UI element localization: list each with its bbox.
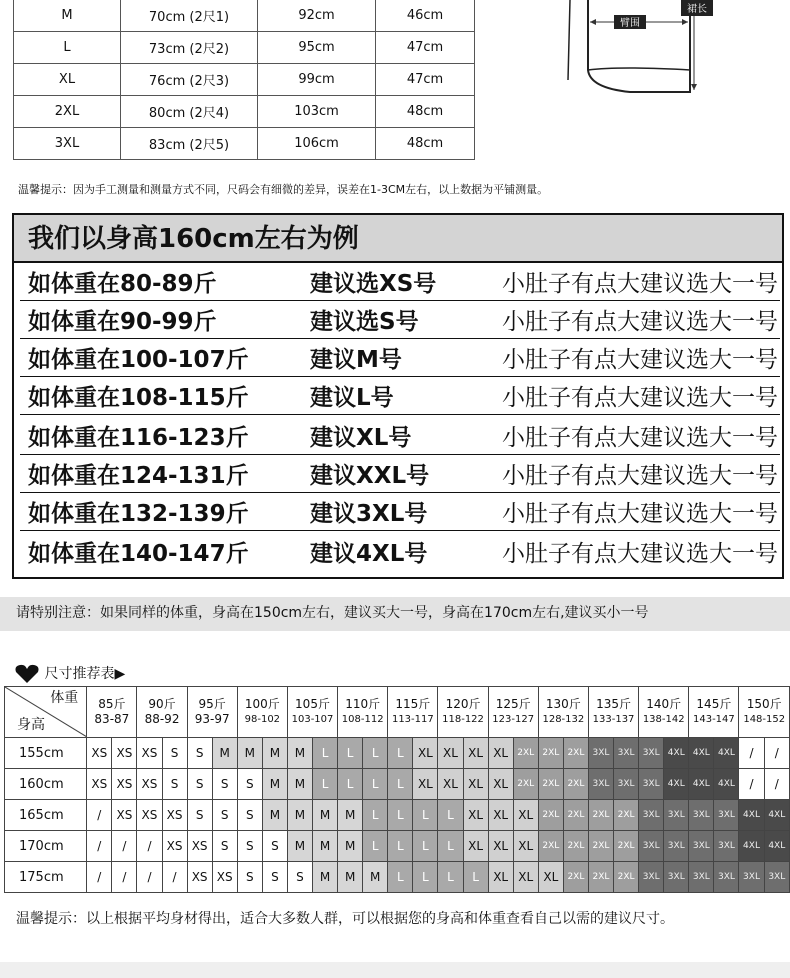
weight-value: 140斤 <box>646 697 682 711</box>
size-cell: 3XL <box>588 738 613 769</box>
weight-header <box>588 687 638 738</box>
size-cell: XS <box>87 738 112 769</box>
size-cell: 4XL <box>739 800 764 831</box>
size-cell: XL <box>488 862 513 893</box>
size-cell: 2XL <box>588 831 613 862</box>
weight-range: 88-92 <box>144 712 180 726</box>
size-cell: S <box>187 738 212 769</box>
size-table-cell: 80cm (2尺4) <box>121 96 258 128</box>
size-cell: / <box>87 862 112 893</box>
size-table-cell: 106cm <box>258 128 376 160</box>
size-table-cell: XL <box>14 64 121 96</box>
example-row <box>20 495 780 531</box>
size-cell: L <box>438 831 463 862</box>
garment-diagram <box>560 0 790 100</box>
size-cell: 4XL <box>664 769 689 800</box>
size-cell: M <box>338 800 363 831</box>
size-table-cell: 99cm <box>258 64 376 96</box>
size-cell: 2XL <box>563 831 588 862</box>
size-cell: 3XL <box>639 738 664 769</box>
weight-range: 如体重在100-107斤 <box>28 347 249 373</box>
size-cell: 3XL <box>689 862 714 893</box>
size-cell: 3XL <box>639 862 664 893</box>
size-cell: 3XL <box>689 831 714 862</box>
weight-range: 138-142 <box>642 714 685 725</box>
size-cell: 2XL <box>538 831 563 862</box>
size-cell: L <box>388 800 413 831</box>
weight-header <box>338 687 388 738</box>
suggested-size: 建议L号 <box>310 385 394 411</box>
weight-value: 100斤 <box>244 697 280 711</box>
belly-tip: 小肚子有点大建议选大一号 <box>502 309 778 335</box>
size-cell: M <box>313 800 338 831</box>
example-row <box>20 419 780 455</box>
skirt-label: 裙长 <box>687 4 707 15</box>
size-cell: M <box>262 738 287 769</box>
size-cell: M <box>262 800 287 831</box>
size-cell: L <box>338 769 363 800</box>
size-cell: M <box>313 831 338 862</box>
size-cell: XS <box>187 831 212 862</box>
size-cell: S <box>237 862 262 893</box>
height-label: 170cm <box>5 831 87 862</box>
weight-range: 如体重在116-123斤 <box>28 425 249 451</box>
size-cell: 2XL <box>538 800 563 831</box>
corner-height-label: 身高 <box>17 717 45 733</box>
size-cell: 3XL <box>664 862 689 893</box>
size-cell: L <box>413 800 438 831</box>
belly-tip: 小肚子有点大建议选大一号 <box>502 385 778 411</box>
size-cell: S <box>237 831 262 862</box>
suggested-size: 建议3XL号 <box>310 501 428 527</box>
weight-header <box>187 687 237 738</box>
size-table-row <box>14 32 475 64</box>
weight-value: 145斤 <box>696 697 732 711</box>
size-cell: M <box>237 738 262 769</box>
weight-header <box>87 687 137 738</box>
size-cell: XS <box>212 862 237 893</box>
size-table-cell: M <box>14 0 121 32</box>
grid-row <box>5 800 790 831</box>
size-table <box>13 0 475 160</box>
size-cell: / <box>112 862 137 893</box>
size-cell: 2XL <box>614 862 639 893</box>
size-cell: / <box>764 769 789 800</box>
height-example-box <box>12 213 784 579</box>
size-cell: 2XL <box>588 800 613 831</box>
weight-value: 150斤 <box>746 697 782 711</box>
weight-range: 123-127 <box>492 714 535 725</box>
size-table-cell: 73cm (2尺2) <box>121 32 258 64</box>
size-table-cell: 48cm <box>376 128 475 160</box>
weight-value: 105斤 <box>295 697 330 711</box>
corner-weight-label: 体重 <box>50 690 79 706</box>
size-cell: M <box>287 738 312 769</box>
size-cell: XS <box>112 800 137 831</box>
size-cell: S <box>212 831 237 862</box>
size-cell: XL <box>463 800 488 831</box>
size-cell: / <box>87 831 112 862</box>
size-cell: / <box>739 769 764 800</box>
weight-value: 125斤 <box>495 697 531 711</box>
weight-header <box>137 687 187 738</box>
size-cell: L <box>388 769 413 800</box>
weight-range: 83-87 <box>94 712 130 726</box>
grid-row <box>5 738 790 769</box>
size-cell: 3XL <box>588 769 613 800</box>
size-cell: 3XL <box>614 769 639 800</box>
size-cell: M <box>313 862 338 893</box>
weight-value: 85斤 <box>98 697 126 711</box>
size-cell: XL <box>488 738 513 769</box>
example-row <box>20 303 780 339</box>
weight-range: 143-147 <box>692 714 735 725</box>
size-cell: 2XL <box>588 862 613 893</box>
weight-header <box>237 687 287 738</box>
size-cell: XL <box>438 738 463 769</box>
weight-value: 95斤 <box>198 697 226 711</box>
weight-range: 如体重在124-131斤 <box>28 463 249 489</box>
size-table-cell: 103cm <box>258 96 376 128</box>
suggested-size: 建议XL号 <box>310 425 412 451</box>
belly-tip: 小肚子有点大建议选大一号 <box>502 271 778 297</box>
size-cell: S <box>237 769 262 800</box>
special-note: 请特别注意：如果同样的体重，身高在150cm左右，建议买大一号，身高在170cm左右,建议买小一号 <box>0 597 790 631</box>
size-table-row <box>14 128 475 160</box>
size-table-cell: 95cm <box>258 32 376 64</box>
weight-value: 115斤 <box>395 697 431 711</box>
weight-range: 113-117 <box>391 714 434 725</box>
size-cell: S <box>212 769 237 800</box>
size-cell: XS <box>137 769 162 800</box>
size-cell: L <box>313 769 338 800</box>
weight-range: 98-102 <box>244 714 281 725</box>
size-cell: 2XL <box>563 862 588 893</box>
size-cell: XS <box>137 800 162 831</box>
size-table-cell: L <box>14 32 121 64</box>
weight-range: 108-112 <box>341 714 384 725</box>
suggested-size: 建议选XS号 <box>310 271 437 297</box>
size-cell: L <box>438 800 463 831</box>
belly-tip: 小肚子有点大建议选大一号 <box>502 425 778 451</box>
size-cell: M <box>287 831 312 862</box>
size-cell: XL <box>513 800 538 831</box>
size-table-cell: 2XL <box>14 96 121 128</box>
size-cell: XL <box>463 831 488 862</box>
grid-row <box>5 862 790 893</box>
size-cell: L <box>338 738 363 769</box>
suggested-size: 建议XXL号 <box>310 463 430 489</box>
size-table-cell: 70cm (2尺1) <box>121 0 258 32</box>
size-cell: L <box>363 738 388 769</box>
size-table-cell: 46cm <box>376 0 475 32</box>
grid-body <box>5 687 790 893</box>
size-cell: S <box>212 800 237 831</box>
belly-tip: 小肚子有点大建议选大一号 <box>502 501 778 527</box>
weight-range: 93-97 <box>194 712 230 726</box>
size-cell: 2XL <box>614 800 639 831</box>
height-label: 160cm <box>5 769 87 800</box>
size-cell: 3XL <box>689 800 714 831</box>
suggested-size: 建议M号 <box>310 347 402 373</box>
weight-range: 如体重在140-147斤 <box>28 541 249 567</box>
size-cell: 2XL <box>614 831 639 862</box>
size-cell: L <box>388 738 413 769</box>
size-cell: 3XL <box>714 862 739 893</box>
size-cell: XS <box>112 738 137 769</box>
size-cell: / <box>137 831 162 862</box>
size-cell: L <box>413 862 438 893</box>
measure-note: 温馨提示：因为手工测量和测量方式不同，尺码会有细微的差异，误差在1-3CM左右，以上数据为平铺测量。 <box>18 183 549 196</box>
size-cell: S <box>262 862 287 893</box>
weight-range: 如体重在80-89斤 <box>28 271 217 297</box>
size-cell: XS <box>187 862 212 893</box>
size-cell: XL <box>463 738 488 769</box>
size-cell: XL <box>488 831 513 862</box>
weight-range: 118-122 <box>442 714 484 725</box>
reco-title <box>14 663 125 684</box>
size-cell: M <box>363 862 388 893</box>
size-cell: 3XL <box>639 800 664 831</box>
grid-corner <box>5 687 87 738</box>
size-cell: 2XL <box>563 769 588 800</box>
size-cell: 3XL <box>639 831 664 862</box>
size-cell: 4XL <box>714 738 739 769</box>
size-table-cell: 48cm <box>376 96 475 128</box>
size-cell: 3XL <box>664 831 689 862</box>
reco-title-text: 尺寸推荐表▶ <box>44 666 126 682</box>
weight-header <box>538 687 588 738</box>
size-cell: 2XL <box>513 769 538 800</box>
size-cell: 4XL <box>689 769 714 800</box>
size-cell: 2XL <box>538 738 563 769</box>
size-cell: 3XL <box>739 862 764 893</box>
size-cell: S <box>237 800 262 831</box>
weight-value: 120斤 <box>445 697 481 711</box>
size-cell: 3XL <box>714 800 739 831</box>
size-cell: M <box>287 800 312 831</box>
size-cell: 3XL <box>639 769 664 800</box>
weight-value: 130斤 <box>545 697 581 711</box>
size-cell: S <box>262 831 287 862</box>
grid-row <box>5 831 790 862</box>
size-cell: XL <box>463 769 488 800</box>
size-cell: L <box>363 769 388 800</box>
weight-range: 133-137 <box>592 714 635 725</box>
weight-header <box>488 687 538 738</box>
size-cell: L <box>363 831 388 862</box>
belly-tip: 小肚子有点大建议选大一号 <box>502 541 778 567</box>
weight-range: 如体重在132-139斤 <box>28 501 249 527</box>
size-table-row <box>14 0 475 32</box>
weight-range: 103-107 <box>291 714 334 725</box>
size-cell: XL <box>513 862 538 893</box>
size-table-body <box>14 0 475 160</box>
size-table-row <box>14 96 475 128</box>
size-cell: L <box>388 831 413 862</box>
suggested-size: 建议4XL号 <box>310 541 428 567</box>
bottom-band <box>0 962 790 978</box>
size-cell: M <box>212 738 237 769</box>
size-table-row <box>14 64 475 96</box>
size-cell: M <box>287 769 312 800</box>
example-title: 我们以身高160cm左右为例 <box>14 215 782 263</box>
weight-header <box>739 687 790 738</box>
size-table-cell: 83cm (2尺5) <box>121 128 258 160</box>
height-label: 175cm <box>5 862 87 893</box>
size-cell: L <box>438 862 463 893</box>
size-cell: / <box>112 831 137 862</box>
size-cell: L <box>363 800 388 831</box>
weight-range: 如体重在90-99斤 <box>28 309 217 335</box>
weight-range: 如体重在108-115斤 <box>28 385 249 411</box>
size-cell: 3XL <box>614 738 639 769</box>
size-table-cell: 47cm <box>376 64 475 96</box>
size-cell: XS <box>112 769 137 800</box>
size-recommendation-grid <box>4 686 790 893</box>
size-cell: S <box>162 769 187 800</box>
size-cell: 4XL <box>764 831 789 862</box>
size-cell: 2XL <box>563 738 588 769</box>
size-cell: L <box>463 862 488 893</box>
size-cell: / <box>739 738 764 769</box>
belly-tip: 小肚子有点大建议选大一号 <box>502 463 778 489</box>
size-cell: 2XL <box>538 769 563 800</box>
height-label: 165cm <box>5 800 87 831</box>
suggested-size: 建议选S号 <box>310 309 419 335</box>
size-cell: 4XL <box>739 831 764 862</box>
size-cell: / <box>87 800 112 831</box>
size-cell: 4XL <box>764 800 789 831</box>
size-cell: S <box>187 800 212 831</box>
size-cell: 3XL <box>664 800 689 831</box>
weight-header <box>689 687 739 738</box>
size-cell: S <box>287 862 312 893</box>
size-table-cell: 3XL <box>14 128 121 160</box>
size-cell: 2XL <box>513 738 538 769</box>
size-cell: XL <box>438 769 463 800</box>
weight-value: 110斤 <box>345 697 381 711</box>
size-cell: 3XL <box>714 831 739 862</box>
example-row <box>20 457 780 493</box>
example-row <box>20 341 780 377</box>
size-table-cell: 47cm <box>376 32 475 64</box>
size-cell: XL <box>488 800 513 831</box>
height-label: 155cm <box>5 738 87 769</box>
weight-header <box>438 687 488 738</box>
size-cell: M <box>338 862 363 893</box>
size-cell: XL <box>413 738 438 769</box>
size-cell: 4XL <box>689 738 714 769</box>
size-cell: 4XL <box>714 769 739 800</box>
arm-label: 臂围 <box>620 18 640 29</box>
size-cell: XS <box>162 800 187 831</box>
weight-value: 90斤 <box>148 697 176 711</box>
size-table-cell: 92cm <box>258 0 376 32</box>
weight-value: 135斤 <box>596 697 631 711</box>
example-row <box>20 379 780 415</box>
size-cell: / <box>137 862 162 893</box>
size-cell: 2XL <box>563 800 588 831</box>
bottom-note: 温馨提示：以上根据平均身材得出，适合大多数人群，可以根据您的身高和体重查看自己以需的建议尺寸。 <box>16 911 674 927</box>
heart-icon <box>14 664 40 684</box>
size-cell: XL <box>413 769 438 800</box>
size-cell: XL <box>513 831 538 862</box>
size-cell: M <box>262 769 287 800</box>
weight-header <box>388 687 438 738</box>
size-cell: XL <box>538 862 563 893</box>
grid-row <box>5 769 790 800</box>
grid-header-row <box>5 687 790 738</box>
weight-range: 128-132 <box>542 714 585 725</box>
belly-tip: 小肚子有点大建议选大一号 <box>502 347 778 373</box>
size-table-cell: 76cm (2尺3) <box>121 64 258 96</box>
size-cell: M <box>338 831 363 862</box>
weight-header <box>639 687 689 738</box>
size-cell: / <box>162 862 187 893</box>
size-cell: L <box>388 862 413 893</box>
size-cell: XL <box>488 769 513 800</box>
example-row <box>20 265 780 301</box>
size-cell: 4XL <box>664 738 689 769</box>
size-cell: S <box>162 738 187 769</box>
size-cell: L <box>313 738 338 769</box>
size-cell: XS <box>162 831 187 862</box>
size-cell: S <box>187 769 212 800</box>
weight-range: 148-152 <box>743 714 786 725</box>
size-cell: / <box>764 738 789 769</box>
size-cell: 3XL <box>764 862 789 893</box>
size-cell: XS <box>87 769 112 800</box>
weight-header <box>287 687 337 738</box>
size-cell: L <box>413 831 438 862</box>
example-row <box>20 535 780 570</box>
size-cell: XS <box>137 738 162 769</box>
